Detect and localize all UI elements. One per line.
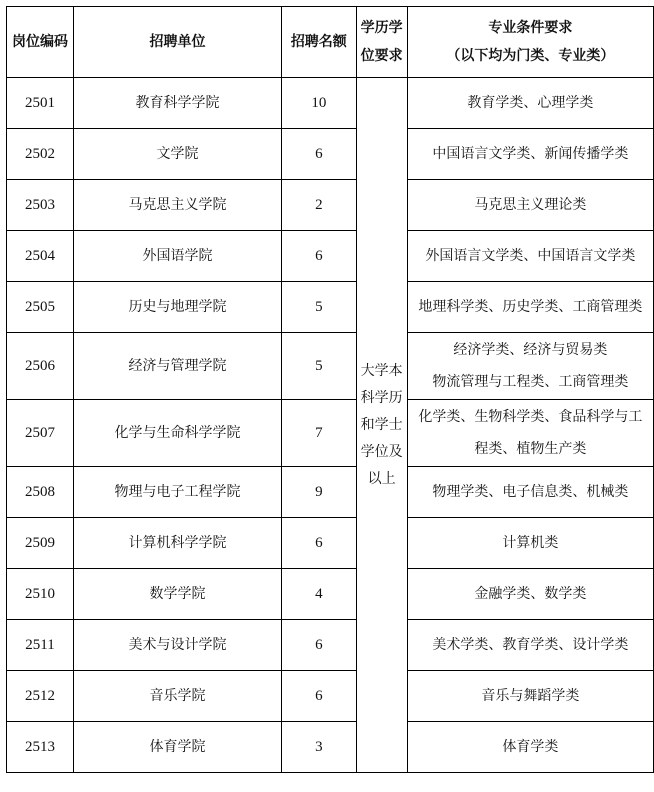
quota-cell: 4 [282, 569, 357, 620]
major-requirement-line: 教育学类、心理学类 [467, 95, 594, 111]
header-education [356, 7, 407, 78]
position-code-cell: 2507 [7, 400, 74, 467]
quota-cell: 5 [282, 333, 357, 400]
table-row [7, 569, 654, 620]
table-row [7, 620, 654, 671]
quota-cell: 6 [282, 620, 357, 671]
quota-cell: 6 [282, 671, 357, 722]
table-row [7, 467, 654, 518]
major-requirement-cell [407, 467, 653, 518]
position-code-cell: 2502 [7, 129, 74, 180]
quota-cell: 6 [282, 518, 357, 569]
quota-cell: 3 [282, 722, 357, 773]
major-requirement-line: 化学类、生物科学类、食品科学与工 [418, 409, 643, 425]
header-requirement-line2: （以下均为门类、专业类） [446, 48, 615, 64]
table-row [7, 129, 654, 180]
unit-cell: 文学院 [74, 129, 282, 180]
quota-cell: 5 [282, 282, 357, 333]
major-requirement-line: 音乐与舞蹈学类 [481, 688, 580, 704]
table-row [7, 180, 654, 231]
education-requirement-line: 和学士 [360, 416, 403, 433]
education-requirement-cell [356, 78, 407, 773]
header-unit: 招聘单位 [74, 7, 282, 78]
position-code-cell: 2506 [7, 333, 74, 400]
table-row [7, 400, 654, 467]
quota-cell: 6 [282, 129, 357, 180]
quota-cell: 6 [282, 231, 357, 282]
major-requirement-cell [407, 282, 653, 333]
header-education-line1: 学历学 [360, 20, 403, 36]
header-requirement-line1: 专业条件要求 [488, 20, 573, 36]
table-row [7, 722, 654, 773]
major-requirement-cell [407, 129, 653, 180]
major-requirement-cell [407, 722, 653, 773]
unit-cell: 教育科学学院 [74, 78, 282, 129]
header-requirement [407, 7, 653, 78]
position-code-cell: 2512 [7, 671, 74, 722]
header-education-line2: 位要求 [360, 48, 403, 64]
unit-cell: 美术与设计学院 [74, 620, 282, 671]
major-requirement-cell [407, 518, 653, 569]
major-requirement-line: 美术学类、教育学类、设计学类 [432, 637, 629, 653]
position-code-cell: 2501 [7, 78, 74, 129]
header-quota: 招聘名额 [282, 7, 357, 78]
major-requirement-cell [407, 333, 653, 400]
position-code-cell: 2510 [7, 569, 74, 620]
major-requirement-line: 金融学类、数学类 [474, 586, 587, 602]
unit-cell: 数学学院 [74, 569, 282, 620]
major-requirement-line: 体育学类 [502, 739, 559, 755]
major-requirement-cell [407, 620, 653, 671]
unit-cell: 体育学院 [74, 722, 282, 773]
unit-cell: 马克思主义学院 [74, 180, 282, 231]
quota-cell: 9 [282, 467, 357, 518]
position-code-cell: 2505 [7, 282, 74, 333]
quota-cell: 10 [282, 78, 357, 129]
position-code-cell: 2503 [7, 180, 74, 231]
unit-cell: 化学与生命科学学院 [74, 400, 282, 467]
unit-cell: 计算机科学学院 [74, 518, 282, 569]
major-requirement-line: 马克思主义理论类 [474, 197, 587, 213]
position-code-cell: 2508 [7, 467, 74, 518]
major-requirement-line: 物理学类、电子信息类、机械类 [432, 484, 629, 500]
unit-cell: 物理与电子工程学院 [74, 467, 282, 518]
table-row [7, 671, 654, 722]
major-requirement-line: 物流管理与工程类、工商管理类 [432, 374, 629, 390]
position-code-cell: 2504 [7, 231, 74, 282]
major-requirement-line: 经济学类、经济与贸易类 [453, 342, 608, 358]
unit-cell: 音乐学院 [74, 671, 282, 722]
unit-cell: 经济与管理学院 [74, 333, 282, 400]
position-code-cell: 2513 [7, 722, 74, 773]
unit-cell: 外国语学院 [74, 231, 282, 282]
major-requirement-line: 计算机类 [502, 535, 559, 551]
major-requirement-line: 外国语言文学类、中国语言文学类 [425, 248, 636, 264]
unit-cell: 历史与地理学院 [74, 282, 282, 333]
education-requirement-line: 科学历 [360, 389, 403, 406]
major-requirement-line: 地理科学类、历史学类、工商管理类 [418, 299, 643, 315]
major-requirement-line: 中国语言文学类、新闻传播学类 [432, 146, 629, 162]
recruitment-table [6, 6, 654, 773]
quota-cell: 7 [282, 400, 357, 467]
header-row [7, 7, 654, 78]
quota-cell: 2 [282, 180, 357, 231]
education-requirement-line: 学位及 [360, 443, 403, 460]
table-row [7, 78, 654, 129]
major-requirement-line: 程类、植物生产类 [474, 441, 587, 457]
table-row [7, 231, 654, 282]
major-requirement-cell [407, 180, 653, 231]
education-requirement-line: 大学本 [360, 362, 403, 379]
major-requirement-cell [407, 400, 653, 467]
table-row [7, 518, 654, 569]
education-requirement-line: 以上 [367, 470, 396, 487]
header-code: 岗位编码 [7, 7, 74, 78]
major-requirement-cell [407, 569, 653, 620]
major-requirement-cell [407, 231, 653, 282]
major-requirement-cell [407, 671, 653, 722]
position-code-cell: 2511 [7, 620, 74, 671]
table-row [7, 282, 654, 333]
table-row [7, 333, 654, 400]
major-requirement-cell [407, 78, 653, 129]
position-code-cell: 2509 [7, 518, 74, 569]
